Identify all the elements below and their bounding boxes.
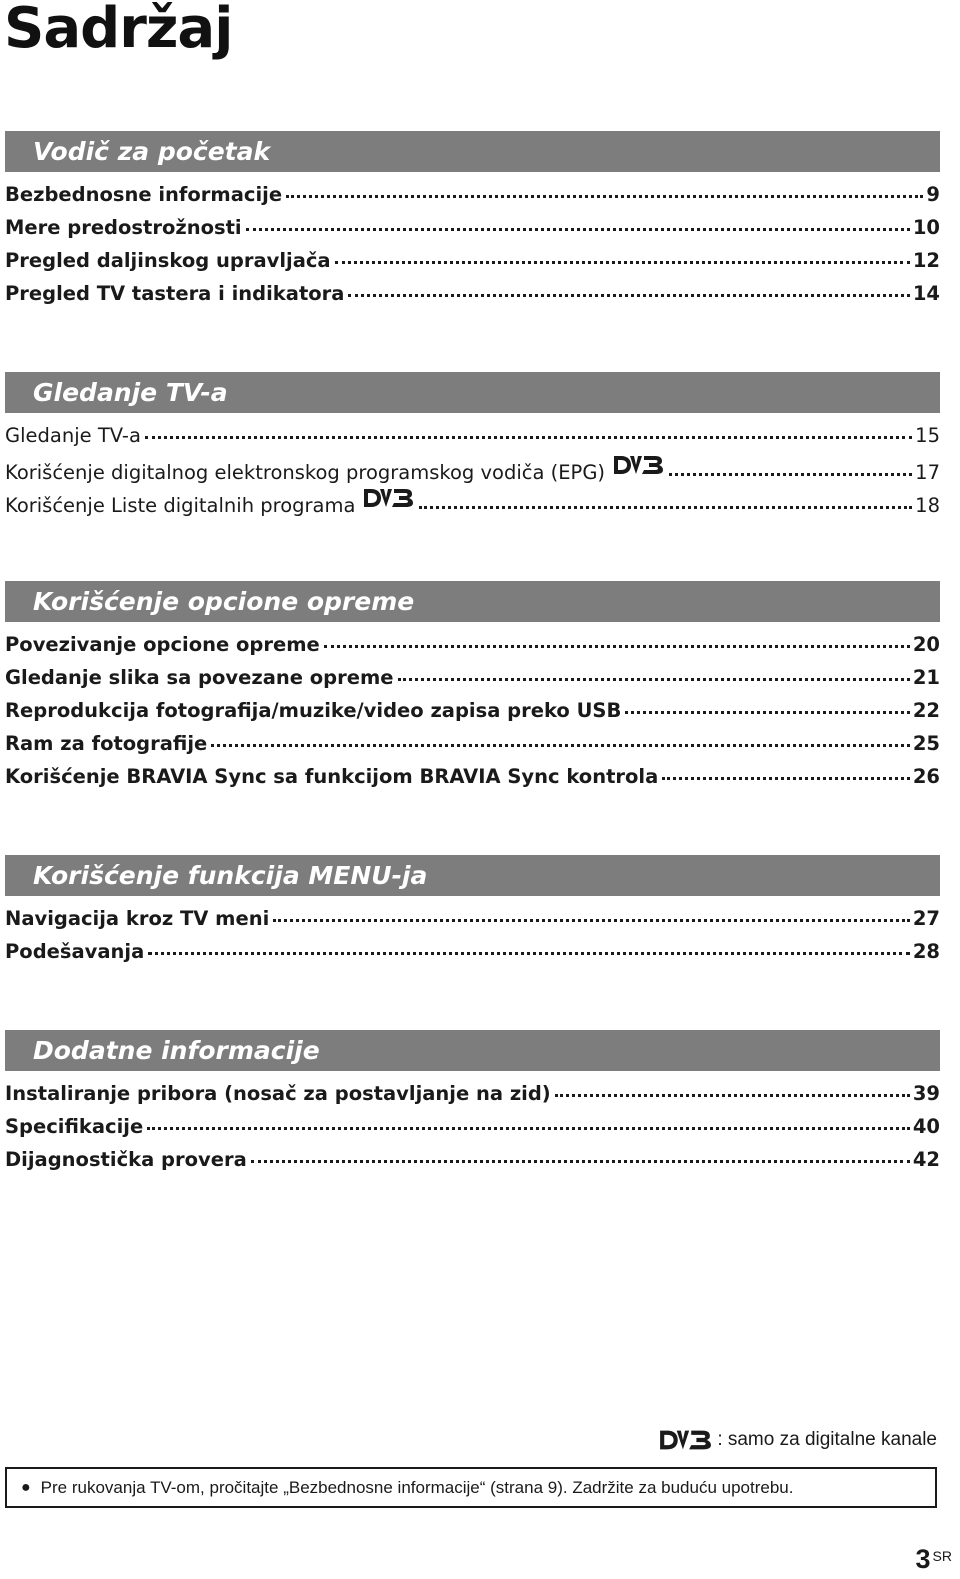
toc-entry-title: Gledanje slika sa povezane opreme xyxy=(5,665,394,689)
section-header-label: Korišćenje funkcija MENU-ja xyxy=(33,861,428,890)
toc-leader-dots xyxy=(273,902,910,922)
toc-entry-title: Korišćenje digitalnog elektronskog programskog vodiča (EPG) xyxy=(5,461,606,484)
toc-entry-title: Ram za fotografije xyxy=(5,731,208,755)
toc-entry-page: 26 xyxy=(912,764,940,788)
toc-entry-title: Korišćenje BRAVIA Sync sa funkcijom BRAVIA Sync kontrola xyxy=(5,764,659,788)
toc-leader-dots xyxy=(324,628,910,648)
toc-leader-dots xyxy=(211,727,910,747)
toc-entry-title: Dijagnostička provera xyxy=(5,1147,247,1171)
section-header xyxy=(5,855,940,896)
toc-leader-dots xyxy=(286,178,923,198)
toc-entry-title: Korišćenje Liste digitalnih programa xyxy=(5,494,356,517)
page-title: Sadržaj xyxy=(4,0,233,61)
page-footer xyxy=(916,1540,952,1573)
toc-leader-dots xyxy=(335,244,910,264)
toc-list xyxy=(5,905,940,971)
toc-entry-page: 40 xyxy=(912,1114,940,1138)
toc-entry[interactable] xyxy=(5,697,940,730)
toc-list xyxy=(5,1080,940,1179)
toc-entry-title: Mere predostrožnosti xyxy=(5,215,242,239)
toc-entry[interactable] xyxy=(5,214,940,247)
section-header-label: Vodič za početak xyxy=(33,137,271,166)
toc-leader-dots xyxy=(145,419,912,439)
toc-entry-page: 9 xyxy=(926,182,940,206)
toc-entry[interactable] xyxy=(5,730,940,763)
toc-entry-page: 12 xyxy=(912,248,940,272)
toc-leader-dots xyxy=(251,1143,910,1163)
toc-leader-dots xyxy=(398,661,910,681)
toc-entry[interactable] xyxy=(5,1146,940,1179)
section-header xyxy=(5,131,940,172)
note-box xyxy=(5,1467,937,1508)
note-text: Pre rukovanja TV-om, pročitajte „Bezbednosne informacije“ (strana 9). Zadržite za buduću upotrebu. xyxy=(40,1477,794,1497)
toc-entry[interactable] xyxy=(5,455,940,488)
toc-leader-dots xyxy=(148,935,910,955)
toc-entry-title: Povezivanje opcione opreme xyxy=(5,632,320,656)
toc-leader-dots xyxy=(246,211,910,231)
toc-entry[interactable] xyxy=(5,631,940,664)
dvb-logo-icon xyxy=(657,1427,713,1453)
toc-entry-page: 14 xyxy=(912,281,940,305)
toc-entry-page: 20 xyxy=(912,632,940,656)
toc-entry[interactable] xyxy=(5,664,940,697)
toc-entry[interactable] xyxy=(5,905,940,938)
toc-list xyxy=(5,422,940,521)
toc-entry[interactable] xyxy=(5,422,940,455)
section-header xyxy=(5,581,940,622)
section-header-label: Dodatne informacije xyxy=(33,1036,320,1065)
section-optional-equipment xyxy=(5,581,940,796)
dvb-logo-icon xyxy=(611,453,665,477)
toc-entry-page: 15 xyxy=(915,423,940,447)
toc-entry-page: 21 xyxy=(912,665,940,689)
toc-leader-dots xyxy=(669,457,912,477)
section-header xyxy=(5,1030,940,1071)
legend-text: : samo za digitalne kanale xyxy=(717,1429,937,1450)
section-header-label: Gledanje TV-a xyxy=(33,378,228,407)
section-watching-tv xyxy=(5,372,940,521)
toc-entry-page: 22 xyxy=(912,698,940,722)
section-header xyxy=(5,372,940,413)
toc-leader-dots xyxy=(625,694,910,714)
toc-leader-dots xyxy=(419,490,912,510)
toc-entry-title: Specifikacije xyxy=(5,1114,144,1138)
section-menu-functions xyxy=(5,855,940,971)
section-additional-info xyxy=(5,1030,940,1179)
toc-entry-page: 28 xyxy=(912,939,940,963)
toc-entry-title: Pregled daljinskog upravljača xyxy=(5,248,331,272)
toc-entry[interactable] xyxy=(5,1113,940,1146)
toc-entry-page: 10 xyxy=(912,215,940,239)
toc-entry-title: Pregled TV tastera i indikatora xyxy=(5,281,345,305)
toc-entry-title: Instaliranje pribora (nosač za postavljanje na zid) xyxy=(5,1081,551,1105)
toc-entry-title: Podešavanja xyxy=(5,939,145,963)
toc-entry[interactable] xyxy=(5,280,940,313)
toc-entry-page: 18 xyxy=(915,494,940,517)
toc-entry[interactable] xyxy=(5,938,940,971)
toc-entry-page: 42 xyxy=(912,1147,940,1171)
dvb-legend xyxy=(657,1427,937,1453)
section-getting-started xyxy=(5,131,940,313)
toc-entry[interactable] xyxy=(5,488,940,521)
toc-entry-title: Navigacija kroz TV meni xyxy=(5,906,270,930)
toc-leader-dots xyxy=(662,760,910,780)
toc-leader-dots xyxy=(147,1110,910,1130)
section-header-label: Korišćenje opcione opreme xyxy=(33,587,415,616)
page-language: SR xyxy=(932,1548,952,1564)
page-number: 3 xyxy=(915,1544,931,1574)
toc-leader-dots xyxy=(348,277,909,297)
dvb-logo-icon xyxy=(361,486,415,510)
toc-entry-page: 17 xyxy=(915,461,940,484)
toc-list xyxy=(5,181,940,313)
toc-entry[interactable] xyxy=(5,181,940,214)
toc-entry[interactable] xyxy=(5,763,940,796)
toc-entry-page: 39 xyxy=(912,1081,940,1105)
toc-entry-page: 25 xyxy=(912,731,940,755)
toc-leader-dots xyxy=(555,1077,910,1097)
toc-entry[interactable] xyxy=(5,1080,940,1113)
toc-entry-title: Reprodukcija fotografija/muzike/video zapisa preko USB xyxy=(5,698,622,722)
toc-entry-page: 27 xyxy=(912,906,940,930)
toc-entry[interactable] xyxy=(5,247,940,280)
bullet-icon: ● xyxy=(21,1478,31,1496)
toc-entry-title: Bezbednosne informacije xyxy=(5,182,283,206)
toc-list xyxy=(5,631,940,796)
toc-entry-title: Gledanje TV-a xyxy=(5,423,141,447)
